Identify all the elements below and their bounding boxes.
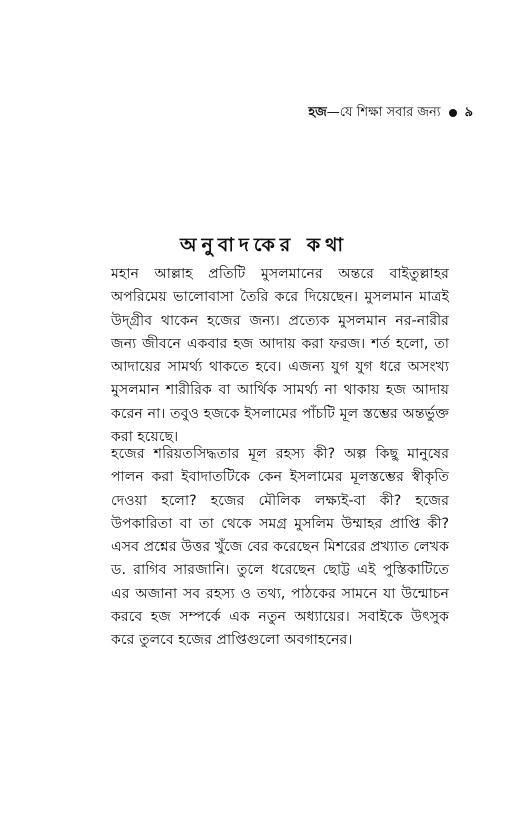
running-header bbox=[308, 104, 473, 122]
header-subtitle: —যে শিক্ষা সবার জন্য bbox=[326, 105, 441, 120]
paragraph-2: হজের শরিয়তসিদ্ধতার মূল রহস্য কী? অল্প কিছু মানুষের পালন করা ইবাদাতটিকে কেন ইসলামের মূলস্তম্ভের স্বীকৃতি দেওয়া হলো? হজের মৌলিক লক্ষ্যই-বা কী? হজের উপকারিতা বা তা থেকে সমগ্র মুসলিম উম্মাহর প্রাপ্তি কী? এসব প্রশ্নের উত্তর খুঁজে বের করেছেন মিশরের প্রখ্যাত লেখক ড. রাগিব সারজানি। তুলে ধরেছেন ছোট্ট এই পুস্তিকাটিতে এর অজানা সব রহস্য ও তথ্য, পাঠকের সামনে যা উন্মোচন করবে হজ সম্পর্কে এক নতুন অধ্যায়ের। সবাইকে উৎসুক করে তুলবে হজের প্রাপ্তিগুলো অবগাহনের। bbox=[111, 446, 449, 649]
section-title: অনুবাদকের কথা bbox=[180, 234, 348, 256]
page-number: ৯ bbox=[464, 105, 473, 120]
black-circle-icon bbox=[449, 109, 457, 117]
paragraph-1: মহান আল্লাহ প্রতিটি মুসলমানের অন্তরে বাইতুল্লাহর অপরিমেয় ভালোবাসা তৈরি করে দিয়েছেন। মুসলমান মাত্রই উদ্গ্রীব থাকেন হজের জন্য। প্রত্যেক মুসলমান নর-নারীর জন্য জীবনে একবার হজ আদায় করা ফরজ। শর্ত হলো, তা আদায়ের সামর্থ্য থাকতে হবে। এজন্য যুগ যুগ ধরে অসংখ্য মুসলমান শারীরিক বা আর্থিক সামর্থ্য না থাকায় হজ আদায় করেন না। তবুও হজকে ইসলামের পাঁচটি মূল স্তম্ভের অন্তর্ভুক্ত করা হয়েছে। bbox=[111, 266, 449, 446]
header-title-bold: হজ bbox=[308, 105, 327, 120]
